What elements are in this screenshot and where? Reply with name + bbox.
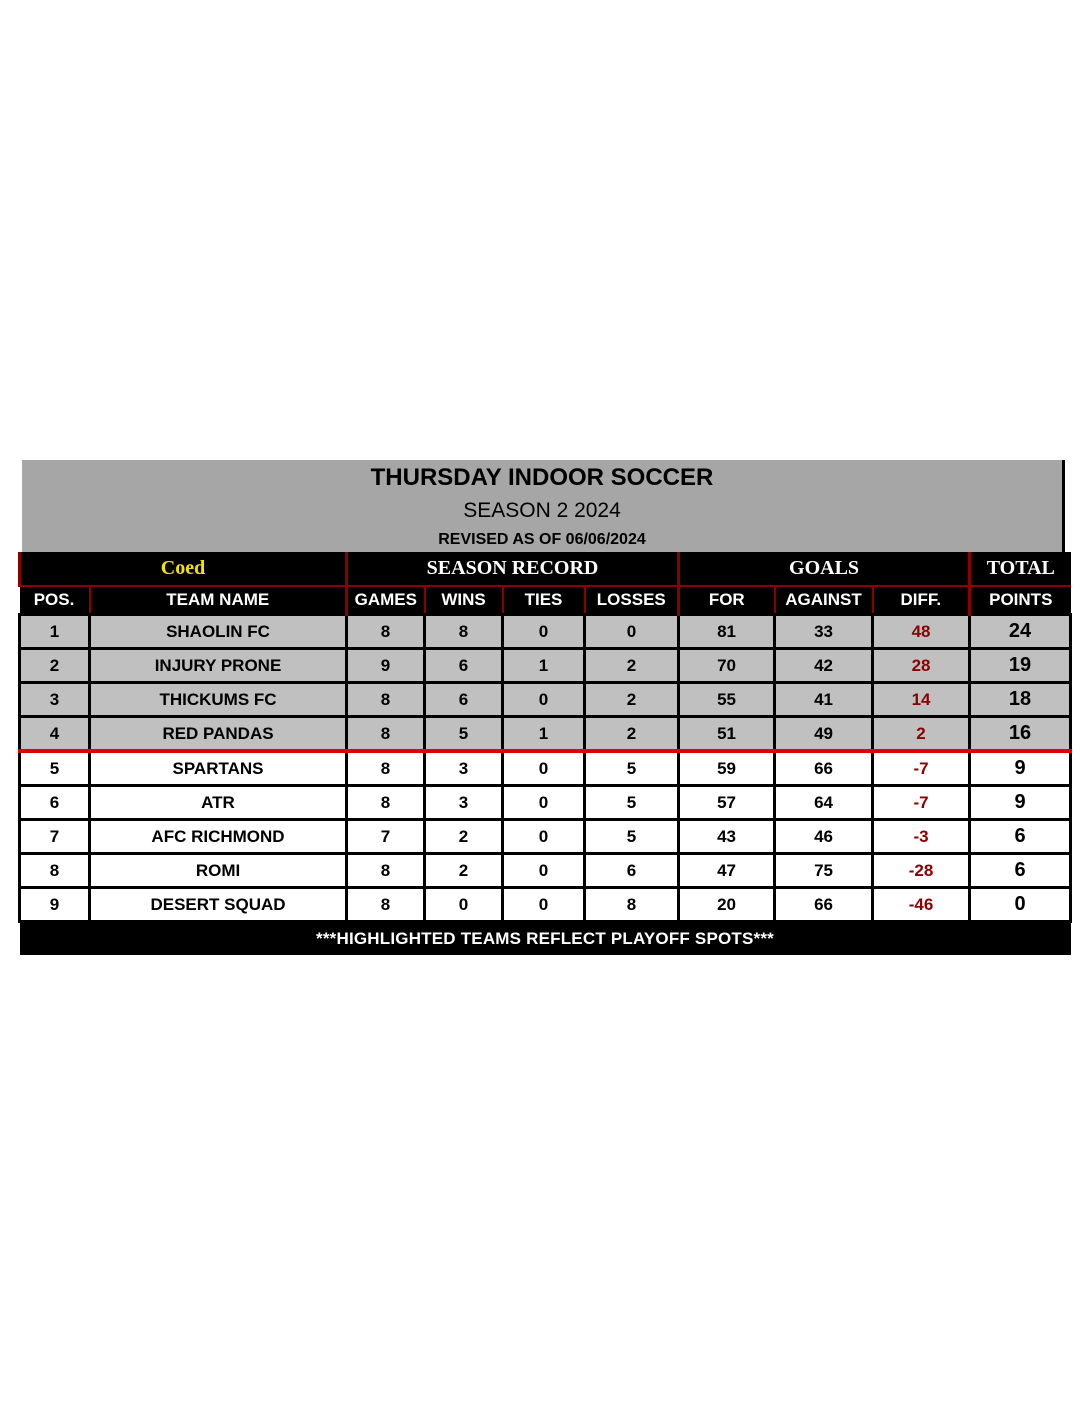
cell-team-name: RED PANDAS [90, 717, 347, 752]
col-ties: TIES [503, 586, 585, 615]
cell-points: 18 [970, 683, 1071, 717]
cell-goal-diff: -3 [873, 820, 970, 854]
cell-goals-for: 59 [679, 751, 775, 786]
table-row [20, 649, 1071, 683]
table-row [20, 820, 1071, 854]
cell-losses: 2 [585, 717, 679, 752]
cell-points: 16 [970, 717, 1071, 752]
cell-losses: 5 [585, 751, 679, 786]
cell-games: 8 [347, 717, 425, 752]
revised-date: REVISED AS OF 06/06/2024 [438, 531, 646, 548]
cell-losses: 5 [585, 820, 679, 854]
cell-ties: 1 [503, 717, 585, 752]
cell-pos: 4 [20, 717, 90, 752]
cell-team-name: THICKUMS FC [90, 683, 347, 717]
cell-team-name: ROMI [90, 854, 347, 888]
cell-goals-against: 49 [775, 717, 873, 752]
standings-sheet [18, 460, 1069, 955]
cell-goal-diff: 2 [873, 717, 970, 752]
goals-group: GOALS [679, 552, 970, 586]
table-row [20, 751, 1071, 786]
cell-goals-for: 70 [679, 649, 775, 683]
cell-pos: 1 [20, 615, 90, 649]
cell-wins: 3 [425, 751, 503, 786]
cell-wins: 2 [425, 820, 503, 854]
cell-goals-for: 81 [679, 615, 775, 649]
cell-goals-against: 75 [775, 854, 873, 888]
cell-goal-diff: -28 [873, 854, 970, 888]
cell-games: 9 [347, 649, 425, 683]
cell-ties: 0 [503, 786, 585, 820]
cell-goals-against: 64 [775, 786, 873, 820]
cell-points: 19 [970, 649, 1071, 683]
cell-games: 8 [347, 751, 425, 786]
cell-points: 9 [970, 751, 1071, 786]
cell-team-name: SPARTANS [90, 751, 347, 786]
season-record-group: SEASON RECORD [347, 552, 679, 586]
cell-goals-for: 20 [679, 888, 775, 922]
cell-team-name: DESERT SQUAD [90, 888, 347, 922]
cell-goals-for: 47 [679, 854, 775, 888]
cell-pos: 2 [20, 649, 90, 683]
cell-goal-diff: 28 [873, 649, 970, 683]
cell-points: 9 [970, 786, 1071, 820]
cell-goal-diff: 48 [873, 615, 970, 649]
cell-pos: 3 [20, 683, 90, 717]
cell-losses: 2 [585, 683, 679, 717]
total-group: TOTAL [970, 552, 1071, 586]
cell-goals-against: 41 [775, 683, 873, 717]
cell-ties: 0 [503, 683, 585, 717]
col-against: AGAINST [775, 586, 873, 615]
cell-ties: 0 [503, 854, 585, 888]
season-label: SEASON 2 2024 [463, 499, 621, 522]
cell-goal-diff: -7 [873, 786, 970, 820]
cell-pos: 5 [20, 751, 90, 786]
cell-goals-against: 66 [775, 888, 873, 922]
cell-ties: 0 [503, 888, 585, 922]
col-pos: POS. [20, 586, 90, 615]
cell-wins: 0 [425, 888, 503, 922]
col-points: POINTS [970, 586, 1071, 615]
table-row [20, 717, 1071, 752]
division-label: Coed [20, 552, 347, 586]
cell-goal-diff: -7 [873, 751, 970, 786]
cell-games: 8 [347, 615, 425, 649]
cell-team-name: SHAOLIN FC [90, 615, 347, 649]
col-games: GAMES [347, 586, 425, 615]
standings-table [18, 552, 1072, 955]
cell-wins: 2 [425, 854, 503, 888]
cell-losses: 6 [585, 854, 679, 888]
cell-games: 8 [347, 854, 425, 888]
column-header-row [20, 586, 1071, 615]
cell-wins: 3 [425, 786, 503, 820]
col-diff: DIFF. [873, 586, 970, 615]
cell-wins: 5 [425, 717, 503, 752]
col-losses: LOSSES [585, 586, 679, 615]
cell-points: 0 [970, 888, 1071, 922]
table-row [20, 854, 1071, 888]
cell-goals-against: 33 [775, 615, 873, 649]
cell-points: 6 [970, 820, 1071, 854]
cell-goals-for: 43 [679, 820, 775, 854]
cell-wins: 8 [425, 615, 503, 649]
cell-losses: 8 [585, 888, 679, 922]
cell-team-name: INJURY PRONE [90, 649, 347, 683]
cell-pos: 7 [20, 820, 90, 854]
col-for: FOR [679, 586, 775, 615]
table-row [20, 888, 1071, 922]
cell-ties: 0 [503, 615, 585, 649]
title-block [22, 460, 1065, 552]
cell-team-name: ATR [90, 786, 347, 820]
cell-goal-diff: 14 [873, 683, 970, 717]
cell-goals-against: 66 [775, 751, 873, 786]
col-wins: WINS [425, 586, 503, 615]
cell-pos: 8 [20, 854, 90, 888]
cell-ties: 0 [503, 820, 585, 854]
cell-goal-diff: -46 [873, 888, 970, 922]
cell-games: 7 [347, 820, 425, 854]
league-title: THURSDAY INDOOR SOCCER [370, 464, 714, 491]
cell-goals-for: 57 [679, 786, 775, 820]
cell-games: 8 [347, 786, 425, 820]
cell-team-name: AFC RICHMOND [90, 820, 347, 854]
cell-ties: 0 [503, 751, 585, 786]
cell-games: 8 [347, 683, 425, 717]
cell-goals-for: 51 [679, 717, 775, 752]
cell-pos: 9 [20, 888, 90, 922]
cell-ties: 1 [503, 649, 585, 683]
cell-wins: 6 [425, 649, 503, 683]
group-header-row [20, 552, 1071, 586]
cell-losses: 5 [585, 786, 679, 820]
cell-points: 6 [970, 854, 1071, 888]
cell-losses: 2 [585, 649, 679, 683]
cell-goals-against: 42 [775, 649, 873, 683]
table-row [20, 786, 1071, 820]
playoff-note: ***HIGHLIGHTED TEAMS REFLECT PLAYOFF SPOTS*** [20, 922, 1071, 956]
cell-losses: 0 [585, 615, 679, 649]
cell-pos: 6 [20, 786, 90, 820]
cell-games: 8 [347, 888, 425, 922]
cell-goals-for: 55 [679, 683, 775, 717]
table-row [20, 615, 1071, 649]
footer-row [20, 922, 1071, 956]
table-row [20, 683, 1071, 717]
cell-goals-against: 46 [775, 820, 873, 854]
cell-points: 24 [970, 615, 1071, 649]
col-team-name: TEAM NAME [90, 586, 347, 615]
cell-wins: 6 [425, 683, 503, 717]
